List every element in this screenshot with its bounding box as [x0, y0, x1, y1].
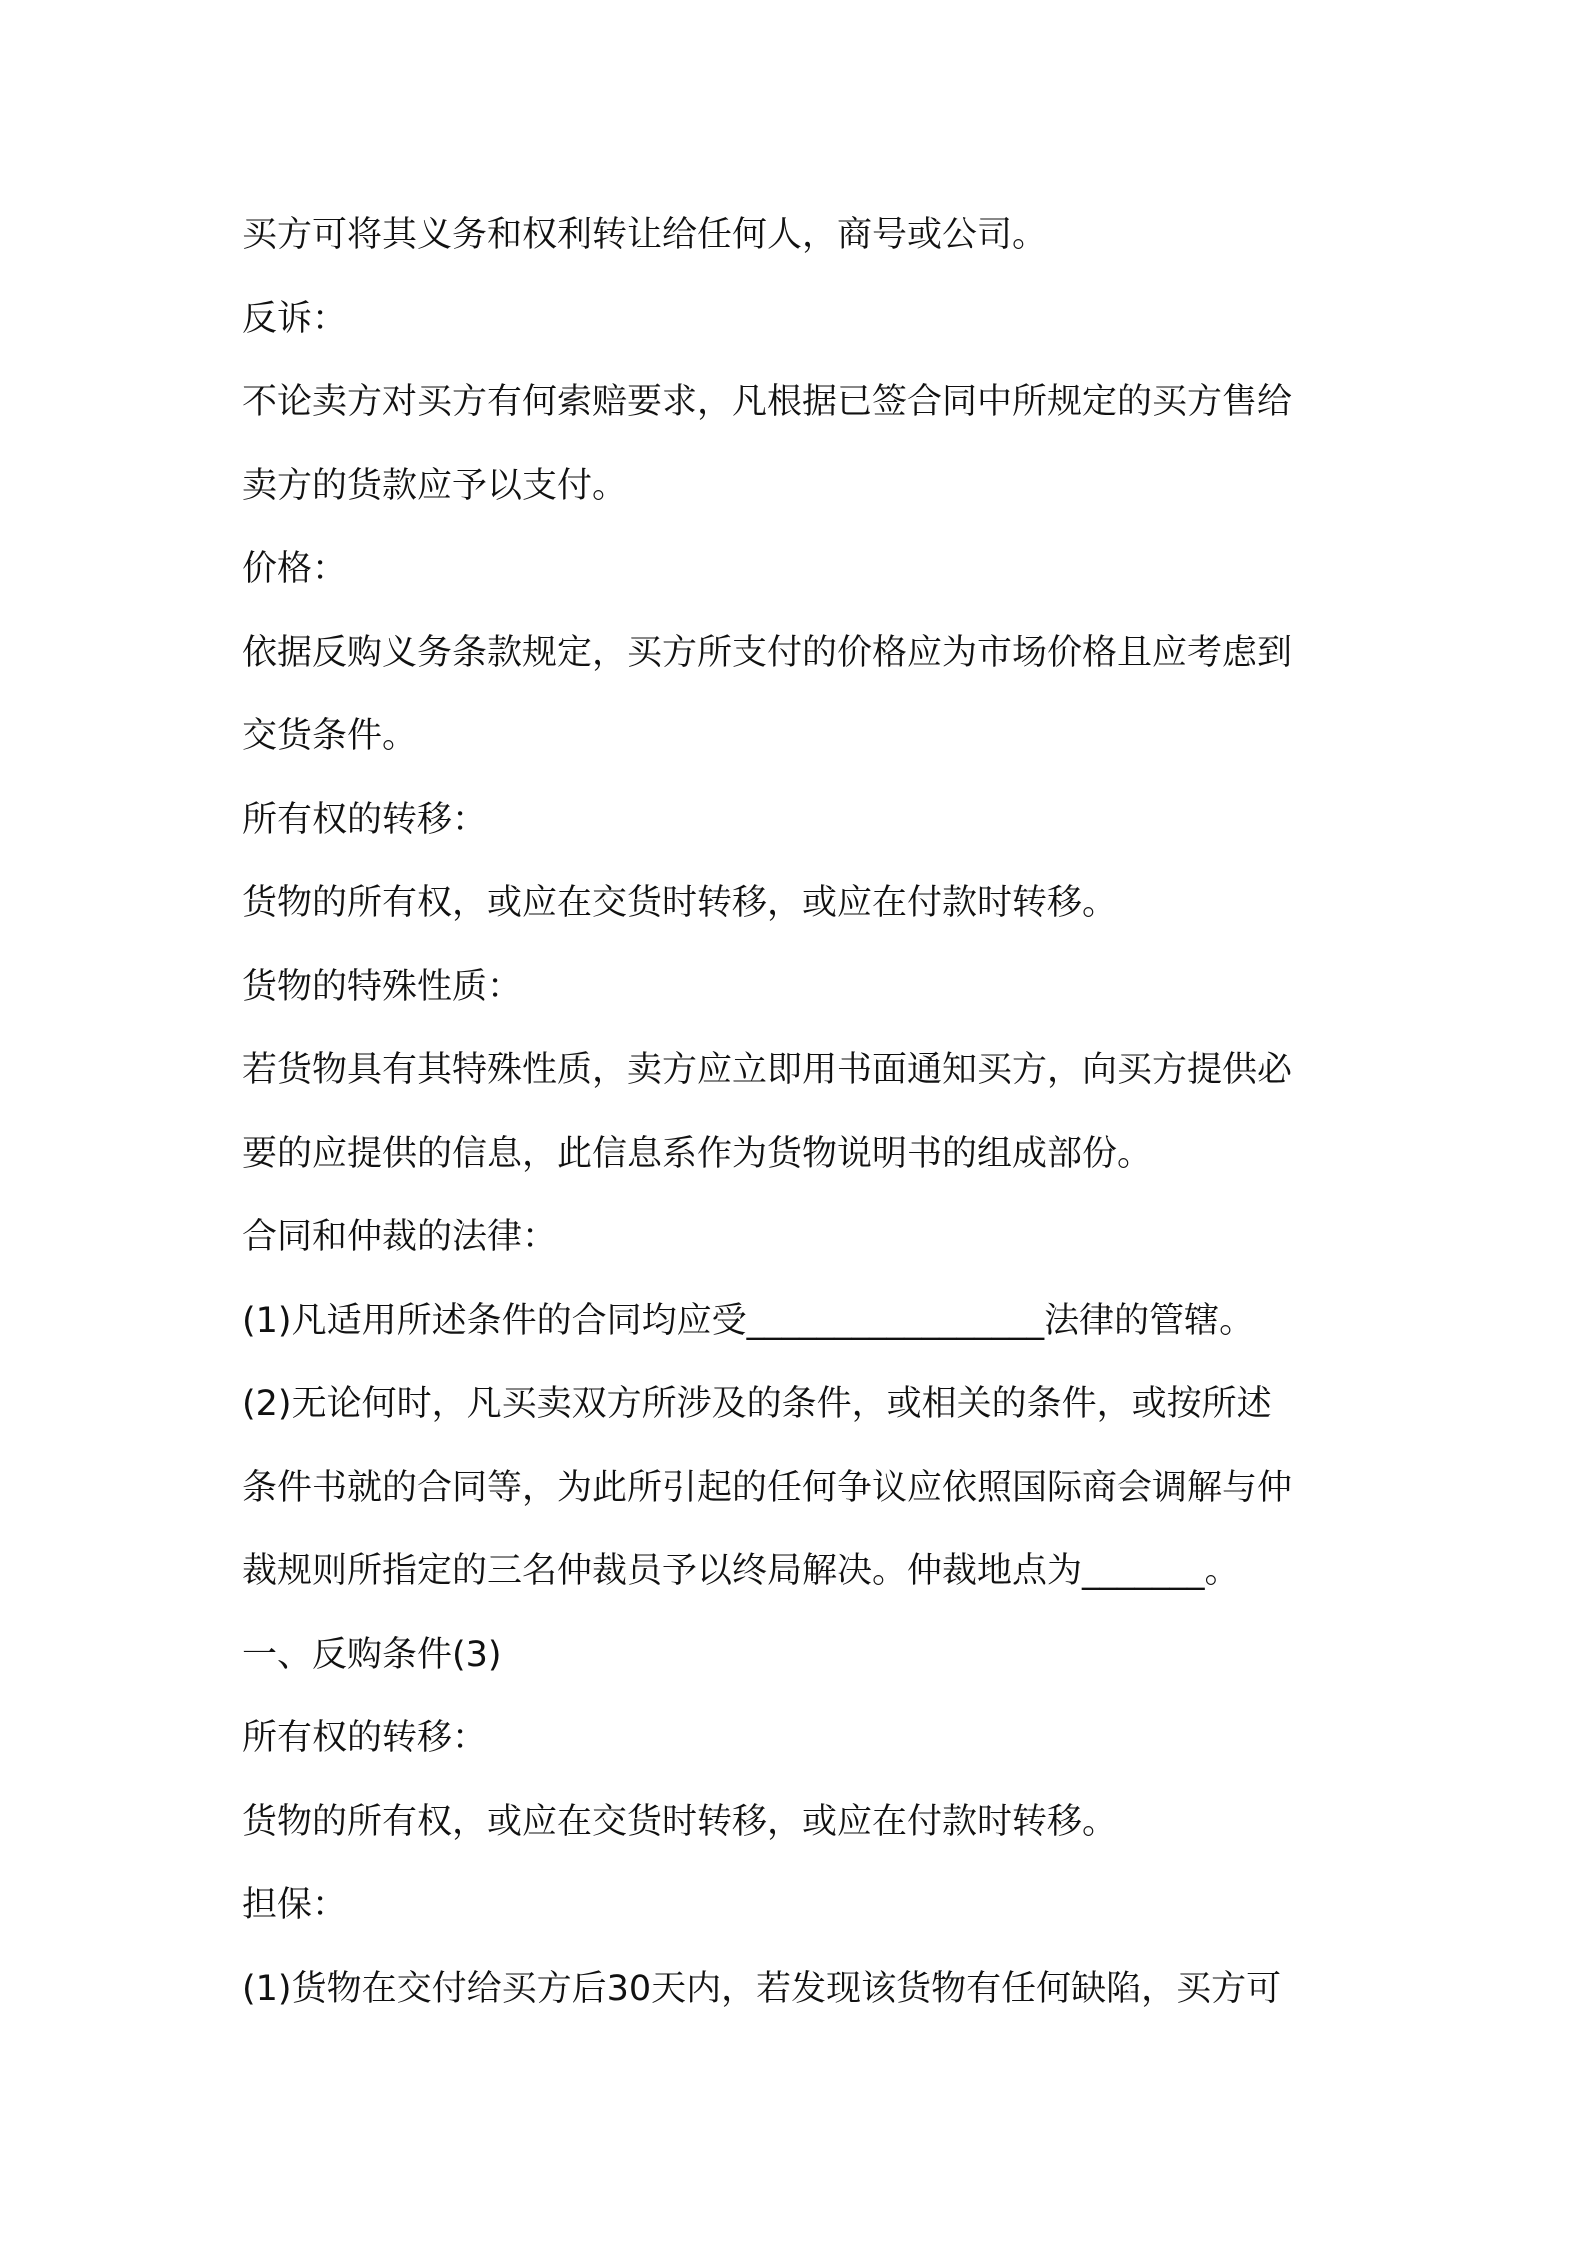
section-heading: 担保：	[242, 1885, 348, 1925]
text-line: 依据反购义务条款规定，买方所支付的价格应为市场价格且应考虑到	[242, 632, 1293, 673]
clause-line: (2)无论何时，凡买卖双方所涉及的条件，或相关的条件，或按所述	[242, 1384, 1272, 1424]
section-heading: 所有权的转移：	[242, 1718, 488, 1758]
section-heading: 合同和仲裁的法律：	[242, 1217, 558, 1257]
text-line: 若货物具有其特殊性质，卖方应立即用书面通知买方，向买方提供必	[242, 1050, 1293, 1090]
text-line: 货物的所有权，或应在交货时转移，或应在付款时转移。	[242, 1801, 1118, 1842]
section-heading: 一、反购条件(3)	[242, 1634, 502, 1675]
document-body	[242, 194, 1362, 2031]
text-line: 货物的所有权，或应在交货时转移，或应在付款时转移。	[242, 883, 1118, 923]
section-heading: 反诉：	[242, 298, 348, 339]
text-line: 不论卖方对买方有何索赔要求，凡根据已签合同中所规定的买方售给	[242, 382, 1293, 422]
clause-line: (1)凡适用所述条件的合同均应受_________________法律的管辖。	[242, 1300, 1255, 1341]
text-line: 条件书就的合同等，为此所引起的任何争议应依照国际商会调解与仲	[242, 1467, 1293, 1508]
text-line: 卖方的货款应予以支付。	[242, 465, 628, 506]
text-line: 要的应提供的信息，此信息系作为货物说明书的组成部份。	[242, 1133, 1153, 1174]
section-heading: 价格：	[242, 549, 348, 589]
clause-line: (1)货物在交付给买方后30天内，若发现该货物有任何缺陷，买方可	[242, 1968, 1282, 2009]
section-heading: 所有权的转移：	[242, 799, 488, 840]
text-line: 裁规则所指定的三名仲裁员予以终局解决。仲裁地点为_______。	[242, 1551, 1240, 1591]
text-line: 交货条件。	[242, 716, 418, 756]
section-heading: 货物的特殊性质：	[242, 966, 523, 1007]
text-line: 买方可将其义务和权利转让给任何人，商号或公司。	[242, 215, 1048, 255]
